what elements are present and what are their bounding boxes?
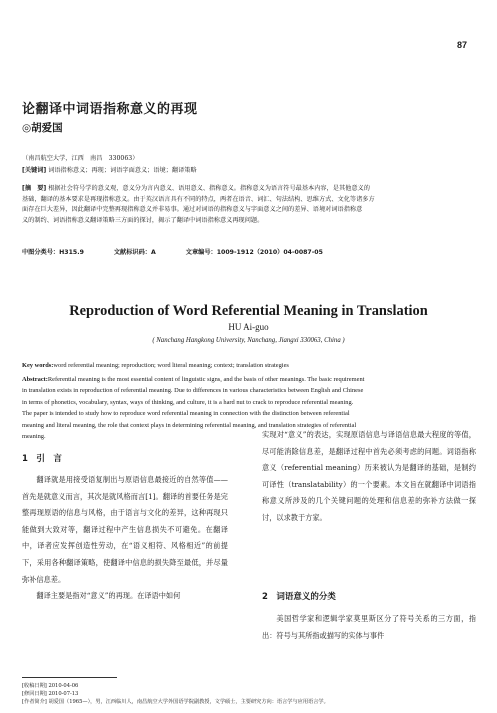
article-number: 文章编号：1009-1912（2010）04-0087-05 xyxy=(185,249,323,256)
abstract-line: 基础，翻译的基本要求是再现指称意义。由于英汉语言具有不同的特点，两者在语音、词汇、句法结构、思维方式、文化等诸多方 xyxy=(22,195,375,203)
footnote-received: [收稿日期] 2010-04-06 xyxy=(22,683,79,689)
abstract-line-en: in translation exists in reproduction of referential meaning. Due to differences in various characteristics between English and Chinese xyxy=(22,387,364,395)
abstract-line: 义的制约、词语指称意义翻译策略三方面的探讨，揭示了翻译中词语指称意义再现问题。 xyxy=(22,216,264,224)
affiliation-cn: （南昌航空大学，江西 南昌 330063） xyxy=(22,155,139,162)
abstract-line-en: in terms of phonetics, vocabulary, syntax, ways of thinking, and culture, it is a hard nut to crack to reproduce referential meaning. xyxy=(22,398,354,406)
section-heading-word-meaning: 2 词语意义的分类 xyxy=(262,592,336,602)
abstract-line: 面存在巨大差异，因此翻译中完整再现指称意义并非易事。通过对词语的指称意义与字面意义之间的差异、语境对词语指称意 xyxy=(22,206,363,214)
abstract-line-en: meaning. xyxy=(22,433,46,441)
right-column-body-2 xyxy=(262,611,476,644)
abstract-line-en: Referential meaning is the most essential content of linguistic signs, and the basis of other meanings. The basic requirement xyxy=(47,376,365,383)
abstract-line-en: The paper is intended to study how to reproduce word referential meaning in connection with the distinction between referential xyxy=(22,410,350,418)
clc-number: 中图分类号：H315.9 xyxy=(22,249,84,256)
keywords-label-en: Key words: xyxy=(22,362,54,369)
author-name-cn: ◎胡爱国 xyxy=(22,122,63,134)
article-title-en: Reproduction of Word Referential Meaning in Translation xyxy=(69,303,428,319)
abstract-line-en: meaning and literal meaning, the role that context plays in determining referential meaning, and translation strategies of referential xyxy=(22,421,357,429)
body-paragraph: 翻译主要是指对“意义”的再现。在译语中如何 xyxy=(36,591,181,601)
section-heading-introduction: 1 引 言 xyxy=(22,454,62,464)
body-paragraph: 美国哲学家和逻辑学家莫里斯区分了符号关系的三方面，指出：符号与其所指或描写的实体与事件 xyxy=(262,614,476,640)
abstract-line: 根据社会符号学的意义观，意义分为言内意义、语用意义、指称意义。指称意义为语言符号最基本内容，是其他意义的 xyxy=(48,185,370,192)
keywords-en xyxy=(22,360,477,371)
keywords-text-en: word referential meaning; reproduction; word literal meaning; context; translation strategies xyxy=(53,362,289,369)
document-code: 文献标识码：A xyxy=(113,249,156,256)
keywords-text-cn: 词语指称意义；再现；词语字面意义；语境；翻译策略 xyxy=(48,167,197,174)
abstract-label-en: Abstract: xyxy=(22,376,48,383)
keywords-cn xyxy=(22,166,477,177)
body-paragraph: 实现对“意义”的表达，实现原语信息与译语信息最大程度的等值，尽可能消除信息差，是翻译过程中首先必须考虑的问题。词语指称意义（referential meaning）历来被认为是翻译的基础，是制约可译性（translatability）的一个要素。本文旨在就翻译中词语指称意义所涉及的几个关键问题的处理和信息差的弥补方法做一探讨，以求教于方家。 xyxy=(262,430,476,522)
author-name-en: HU Ai-guo xyxy=(228,322,269,332)
footnote-author-bio: [作者简介] 胡爱国（1965—），男，江西临川人，南昌航空大学外国语学院副教授，文学硕士，主要研究方向：语言学与应用语言学。 xyxy=(22,699,329,705)
abstract-label-cn: [摘 要] xyxy=(22,185,47,192)
classification-line xyxy=(22,248,477,259)
affiliation-en: ( Nanchang Hangkong University, Nanchang, Jiangxi 330063, China ) xyxy=(152,337,345,344)
page-number: 87 xyxy=(456,40,467,50)
left-column-body xyxy=(22,472,228,605)
keywords-label-cn: [关键词] xyxy=(22,167,47,174)
footnote-revised: [修回日期] 2010-07-13 xyxy=(22,691,79,697)
article-title-cn: 论翻译中词语指称意义的再现 xyxy=(22,102,198,117)
footnote-divider xyxy=(22,677,117,678)
abstract-cn xyxy=(22,184,477,226)
body-paragraph: 翻译就是用接受语复制出与原语信息最接近的自然等值——首先是就意义而言，其次是就风格而言[1]。翻译的首要任务是完整再现原语的信息与风格，由于语言与文化的差异，这种再现只能做到大致对等，翻译过程中产生信息损失不可避免。在翻译中，译者应发挥创造性劳动，在“语义相符、风格相近”的前提下，采用各种翻译策略，使翻译中信息的损失降至最低，并尽量弥补信息差。 xyxy=(22,475,228,584)
right-column-body xyxy=(262,427,476,527)
